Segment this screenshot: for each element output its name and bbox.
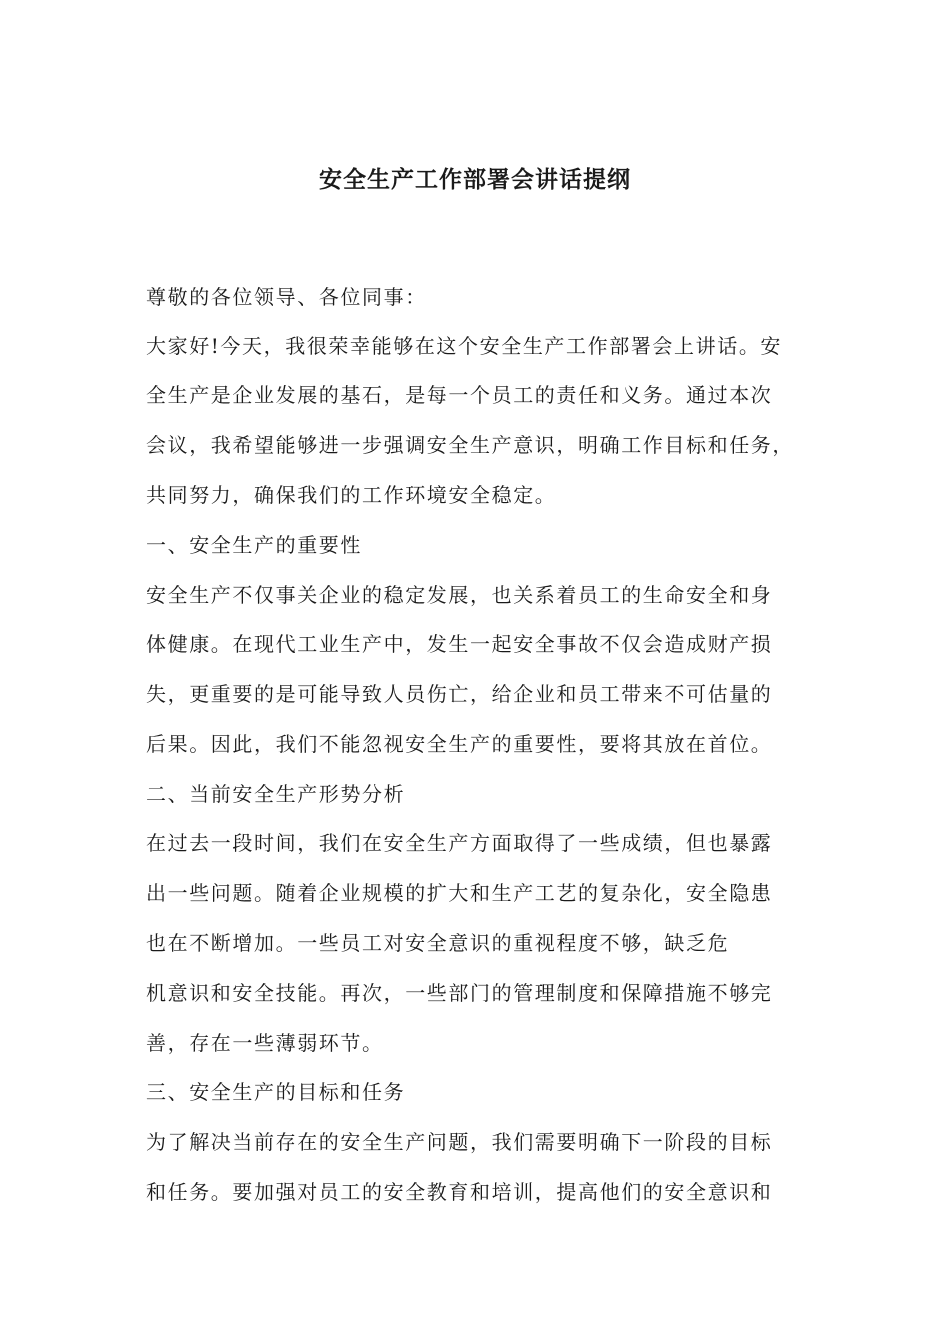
section-heading: 三、安全生产的目标和任务 xyxy=(146,1080,406,1104)
paragraph-line: 体健康。在现代工业生产中，发生一起安全事故不仅会造成财产损 xyxy=(146,632,773,656)
paragraph-line: 为了解决当前存在的安全生产问题，我们需要明确下一阶段的目标 xyxy=(146,1130,773,1154)
paragraph-line: 也在不断增加。一些员工对安全意识的重视程度不够，缺乏危 xyxy=(146,931,730,955)
paragraph-line: 大家好!今天，我很荣幸能够在这个安全生产工作部署会上讲话。安 xyxy=(146,334,783,358)
paragraph-line: 在过去一段时间，我们在安全生产方面取得了一些成绩，但也暴露 xyxy=(146,831,773,855)
paragraph-line: 机意识和安全技能。再次，一些部门的管理制度和保障措施不够完 xyxy=(146,981,773,1005)
document-title: 安全生产工作部署会讲话提纲 xyxy=(319,166,631,193)
paragraph-line: 和任务。要加强对员工的安全教育和培训，提高他们的安全意识和 xyxy=(146,1180,773,1204)
paragraph-line: 会议，我希望能够进一步强调安全生产意识，明确工作目标和任务， xyxy=(146,433,794,457)
paragraph-line: 后果。因此，我们不能忽视安全生产的重要性，要将其放在首位。 xyxy=(146,732,773,756)
paragraph-line: 全生产是企业发展的基石，是每一个员工的责任和义务。通过本次 xyxy=(146,383,773,407)
paragraph-line: 安全生产不仅事关企业的稳定发展，也关系着员工的生命安全和身 xyxy=(146,583,773,607)
salutation: 尊敬的各位领导、各位同事： xyxy=(146,285,427,309)
paragraph-line: 出一些问题。随着企业规模的扩大和生产工艺的复杂化，安全隐患 xyxy=(146,881,773,905)
section-heading: 二、当前安全生产形势分析 xyxy=(146,782,406,806)
paragraph-line: 善，存在一些薄弱环节。 xyxy=(146,1031,384,1055)
paragraph-line: 共同努力，确保我们的工作环境安全稳定。 xyxy=(146,483,557,507)
section-heading: 一、安全生产的重要性 xyxy=(146,533,362,557)
paragraph-line: 失，更重要的是可能导致人员伤亡，给企业和员工带来不可估量的 xyxy=(146,682,773,706)
